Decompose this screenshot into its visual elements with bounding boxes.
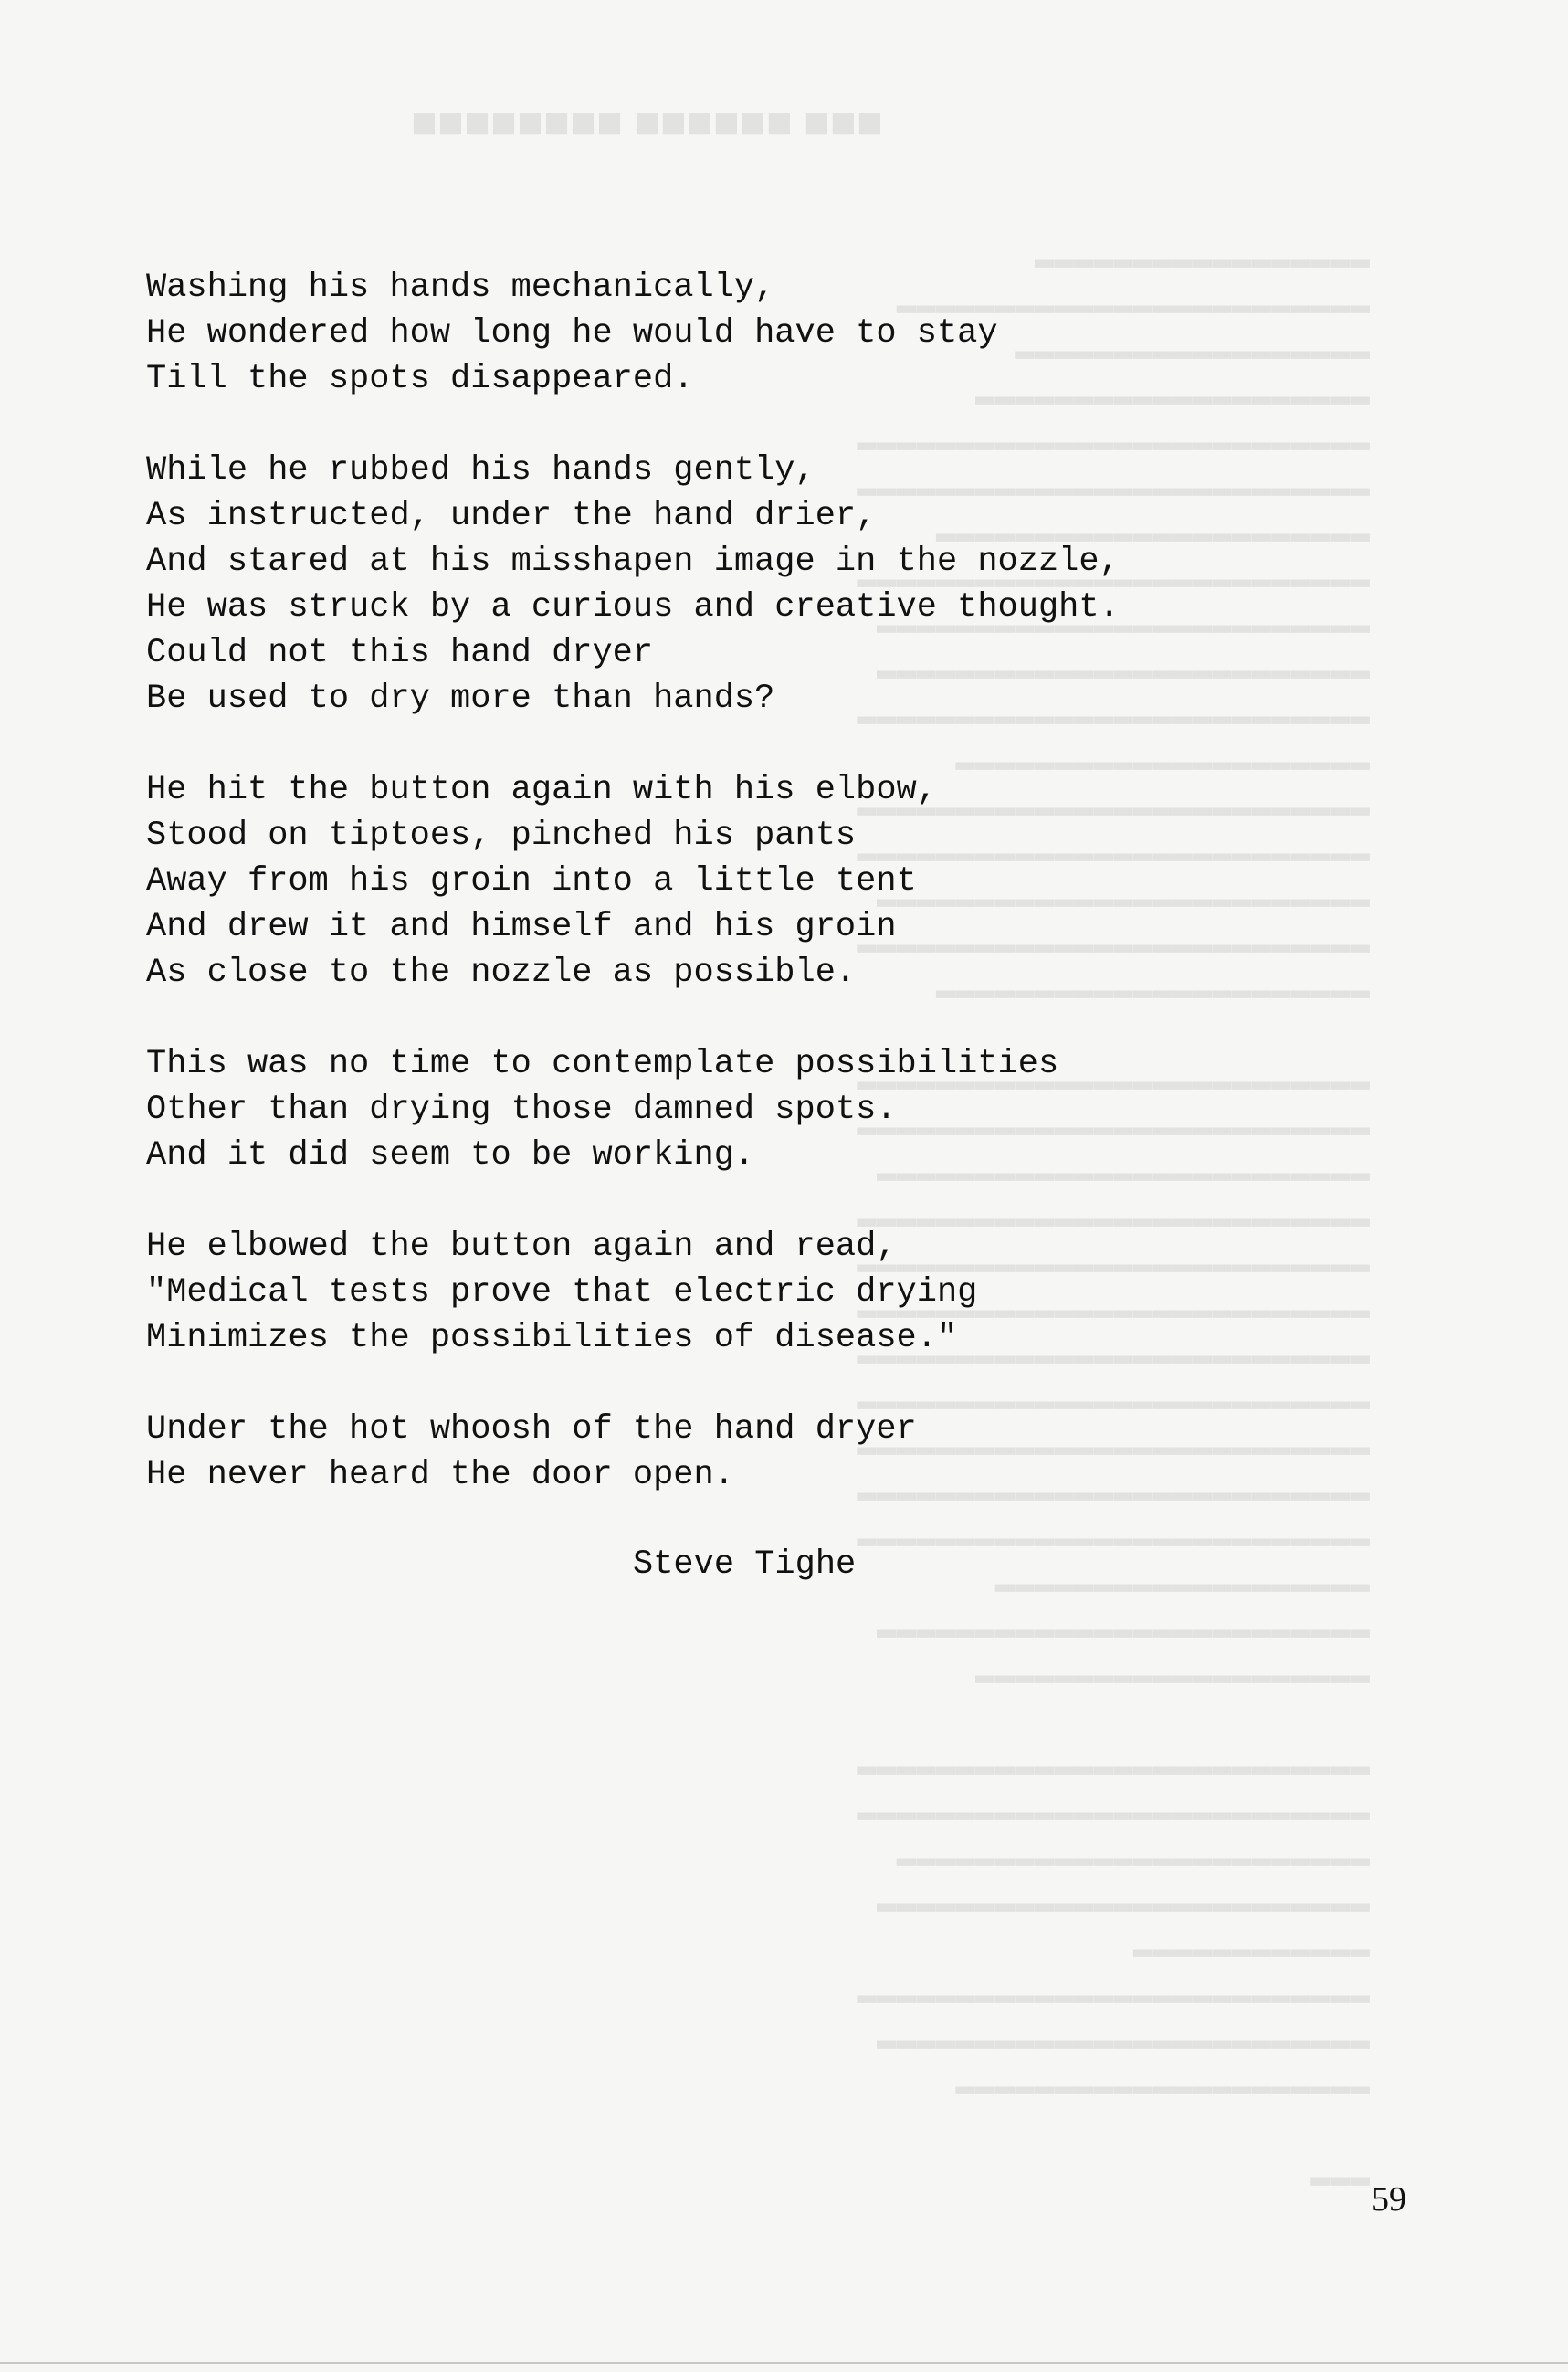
poem-line: Minimizes the possibilities of disease." (146, 1319, 958, 1357)
poem-line: While he rubbed his hands gently, (146, 451, 816, 490)
stanza (146, 265, 1333, 402)
poem-line: He wondered how long he would have to stay (146, 314, 998, 353)
author-name: Steve Tighe (633, 1545, 857, 1584)
poem-line: Under the hot whoosh of the hand dryer (146, 1410, 917, 1449)
poem-line: As instructed, under the hand drier, (146, 497, 877, 535)
page-edge-divider (0, 2362, 1568, 2364)
poem-line: This was no time to contemplate possibilities (146, 1045, 1059, 1083)
poem-line: Away from his groin into a little tent (146, 862, 917, 901)
stanza (146, 1041, 1333, 1178)
poem-line: "Medical tests prove that electric drying (146, 1273, 978, 1312)
poem-line: Be used to dry more than hands? (146, 680, 775, 718)
stanza (146, 1407, 1333, 1498)
poem-line: Stood on tiptoes, pinched his pants (146, 817, 857, 855)
poem-line: He hit the button again with his elbow, (146, 771, 937, 809)
poem-line: He was struck by a curious and creative thought. (146, 588, 1120, 627)
poem-line: Washing his hands mechanically, (146, 269, 775, 307)
poem-line: He never heard the door open. (146, 1456, 734, 1494)
page-number: 59 (1372, 2180, 1406, 2219)
poem-body (146, 265, 1333, 1544)
stanza (146, 767, 1333, 996)
poem-line: Other than drying those damned spots. (146, 1091, 897, 1129)
poem-line: Till the spots disappeared. (146, 360, 694, 398)
poem-line: And drew it and himself and his groin (146, 908, 897, 946)
poem-line: And it did seem to be working. (146, 1136, 755, 1175)
poem-line: He elbowed the button again and read, (146, 1228, 897, 1266)
poem-line: As close to the nozzle as possible. (146, 954, 857, 992)
poem-line: And stared at his misshapen image in the nozzle, (146, 543, 1120, 581)
stanza (146, 1224, 1333, 1361)
bleed-through-background: ■■■ ■■■■■■ ■■■■■■■■ ▬▬▬▬▬▬▬▬▬▬▬▬▬▬▬▬▬ ▬▬▬▬▬▬▬▬▬▬▬▬▬▬▬▬▬▬▬▬▬▬▬▬ ▬▬▬▬▬▬▬▬▬▬▬▬▬▬▬▬▬▬ ▬▬▬▬▬▬▬▬▬▬▬▬▬▬▬▬▬▬▬▬ ▬▬▬▬▬▬▬▬▬▬▬▬▬▬▬▬▬▬▬▬▬▬▬▬▬▬ ▬▬▬▬▬▬▬▬▬▬▬▬▬▬▬▬▬▬▬▬▬▬▬▬▬▬ ▬▬▬▬▬▬▬▬▬▬▬▬▬▬▬▬▬▬▬▬▬▬ ▬▬▬▬▬▬▬▬▬▬▬▬▬▬▬▬▬▬▬▬▬▬▬▬▬▬ ▬▬▬▬▬▬▬▬▬▬▬▬▬▬▬▬▬▬▬▬▬▬▬▬▬ ▬▬▬▬▬▬▬▬▬▬▬▬▬▬▬▬▬▬▬▬▬▬▬▬▬ ▬▬▬▬▬▬▬▬▬▬▬▬▬▬▬▬▬▬▬▬▬▬▬▬▬▬ ▬▬▬▬▬▬▬▬▬▬▬▬▬▬▬▬▬▬▬▬▬ ▬▬▬▬▬▬▬▬▬▬▬▬▬▬▬▬▬▬▬▬▬▬▬▬▬▬ ▬▬▬▬▬▬▬▬▬▬▬▬▬▬▬▬▬▬▬▬▬▬▬▬▬▬ ▬▬▬▬▬▬▬▬▬▬▬▬▬▬▬▬▬▬▬▬▬▬▬▬▬ ▬▬▬▬▬▬▬▬▬▬▬▬▬▬▬▬▬▬▬▬▬▬▬▬▬▬ ▬▬▬▬▬▬▬▬▬▬▬▬▬▬▬▬▬▬▬▬▬▬ ▬▬▬▬▬▬▬▬▬▬▬▬▬▬▬▬▬▬▬▬▬▬▬▬▬▬ ▬▬▬▬▬▬▬▬▬▬▬▬▬▬▬▬▬▬▬▬▬▬▬▬▬▬ ▬▬▬▬▬▬▬▬▬▬▬▬▬▬▬▬▬▬▬▬▬▬▬▬▬ ▬▬▬▬▬▬▬▬▬▬▬▬▬▬▬▬▬▬▬▬▬▬▬▬▬▬ ▬▬▬▬▬▬▬▬▬▬▬▬▬▬▬▬▬▬▬▬▬▬▬▬▬▬ ▬▬▬▬▬▬▬▬▬▬▬▬▬▬▬▬▬▬▬▬▬▬▬▬▬▬ ▬▬▬▬▬▬▬▬▬▬▬▬▬▬▬▬▬▬▬▬▬▬▬▬▬▬ ▬▬▬▬▬▬▬▬▬▬▬▬▬▬▬▬▬▬▬▬▬▬▬▬▬▬ ▬▬▬▬▬▬▬▬▬▬▬▬▬▬▬▬▬▬▬▬▬▬▬▬▬▬ ▬▬▬▬▬▬▬▬▬▬▬▬▬▬▬▬▬▬▬▬▬▬▬▬▬▬ ▬▬▬▬▬▬▬▬▬▬▬▬▬▬▬▬▬▬▬▬▬▬▬▬▬▬ ▬▬▬▬▬▬▬▬▬▬▬▬▬▬▬▬▬▬▬ ▬▬▬▬▬▬▬▬▬▬▬▬▬▬▬▬▬▬▬▬▬▬▬▬▬ ▬▬▬▬▬▬▬▬▬▬▬▬▬▬▬▬▬▬▬▬ ▬▬▬▬▬▬▬▬▬▬▬▬▬▬▬▬▬▬▬▬▬▬▬▬▬▬ ▬▬▬▬▬▬▬▬▬▬▬▬▬▬▬▬▬▬▬▬▬▬▬▬▬▬ ▬▬▬▬▬▬▬▬▬▬▬▬▬▬▬▬▬▬▬▬▬▬▬▬ ▬▬▬▬▬▬▬▬▬▬▬▬▬▬▬▬▬▬▬▬▬▬▬▬▬ ▬▬▬▬▬▬▬▬▬▬▬▬ ▬▬▬▬▬▬▬▬▬▬▬▬▬▬▬▬▬▬▬▬▬▬▬▬▬▬ ▬▬▬▬▬▬▬▬▬▬▬▬▬▬▬▬▬▬▬▬▬▬▬▬▬ ▬▬▬▬▬▬▬▬▬▬▬▬▬▬▬▬▬▬▬▬▬ ▬▬▬ (411, 99, 1370, 2197)
stanza (146, 448, 1333, 722)
poem-line: Could not this hand dryer (146, 634, 654, 672)
